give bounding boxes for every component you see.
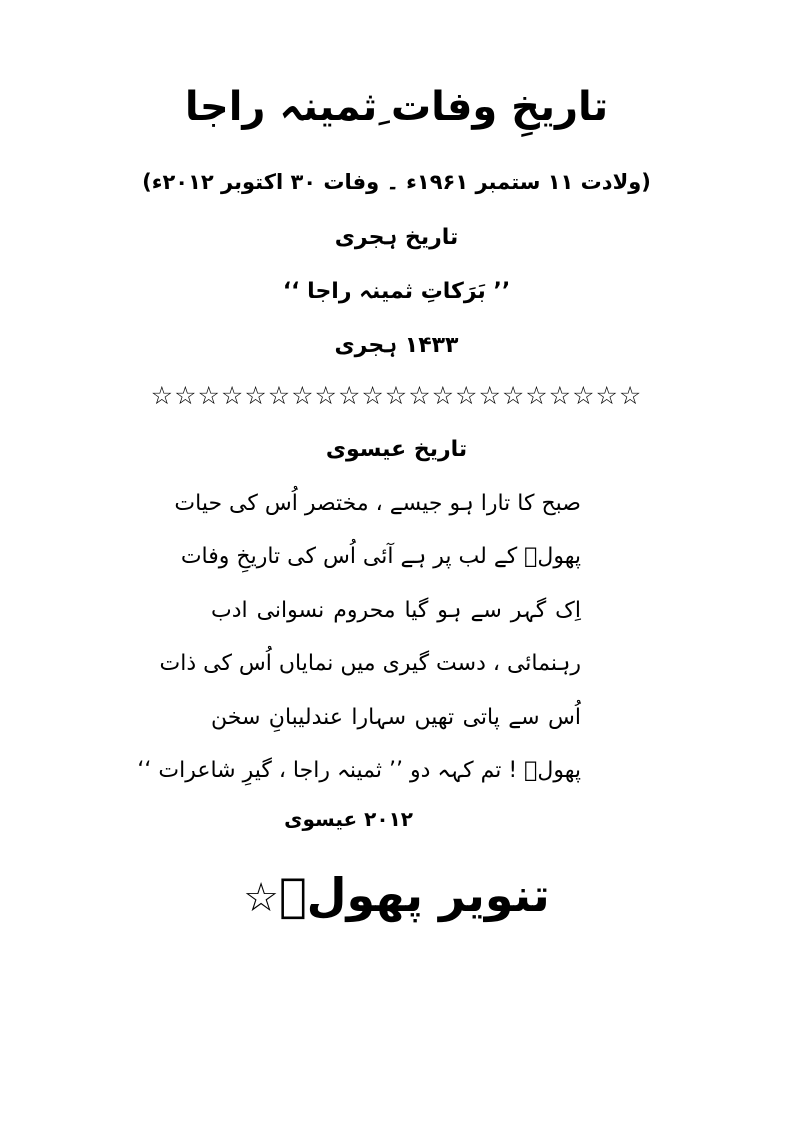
verse-line: اُس سے پاتی تھیں سہارا عندلیبانِ سخن: [211, 705, 581, 730]
verse-line: صبح کا تارا ہو جیسے ، مختصر اُس کی حیات: [174, 491, 581, 516]
poet-name: تنویر پھولؔ: [279, 868, 550, 922]
poet-signature: [0, 868, 793, 922]
hijri-year: ۱۴۳۳ ہجری: [334, 333, 459, 358]
verse-line: اِک گہر سے ہو گیا محروم نسوانی ادب: [211, 598, 581, 623]
gregorian-year: ۲۰۱۲ عیسوی: [284, 807, 413, 831]
gregorian-heading: تاریخ عیسوی: [325, 437, 468, 462]
verse-line: پھولؔ کے لب پر ہے آئی اُس کی تاریخِ وفات: [180, 544, 581, 569]
verse-line: رہنمائی ، دست گیری میں نمایاں اُس کی ذات: [159, 651, 581, 676]
hijri-chronogram-phrase: ’’ بَرَکاتِ ثمینہ راجا ‘‘: [282, 279, 511, 304]
page-title: تاریخِ وفات ِثمینہ راجا: [184, 84, 609, 130]
birth-death-dates: (ولادت ۱۱ ستمبر ۱۹۶۱ء ۔ وفات ۳۰ اکتوبر ۲۰۱۲ء): [142, 170, 651, 194]
verse-line: پھولؔ ! تم کہہ دو ’’ ثمینہ راجا ، گیرِ شاعرات ‘‘: [137, 758, 581, 783]
star-divider: ☆☆☆☆☆☆☆☆☆☆☆☆☆☆☆☆☆☆☆☆☆: [150, 381, 643, 410]
hijri-heading: تاریخ ہجری: [334, 225, 459, 250]
star-icon: ☆: [243, 875, 280, 921]
